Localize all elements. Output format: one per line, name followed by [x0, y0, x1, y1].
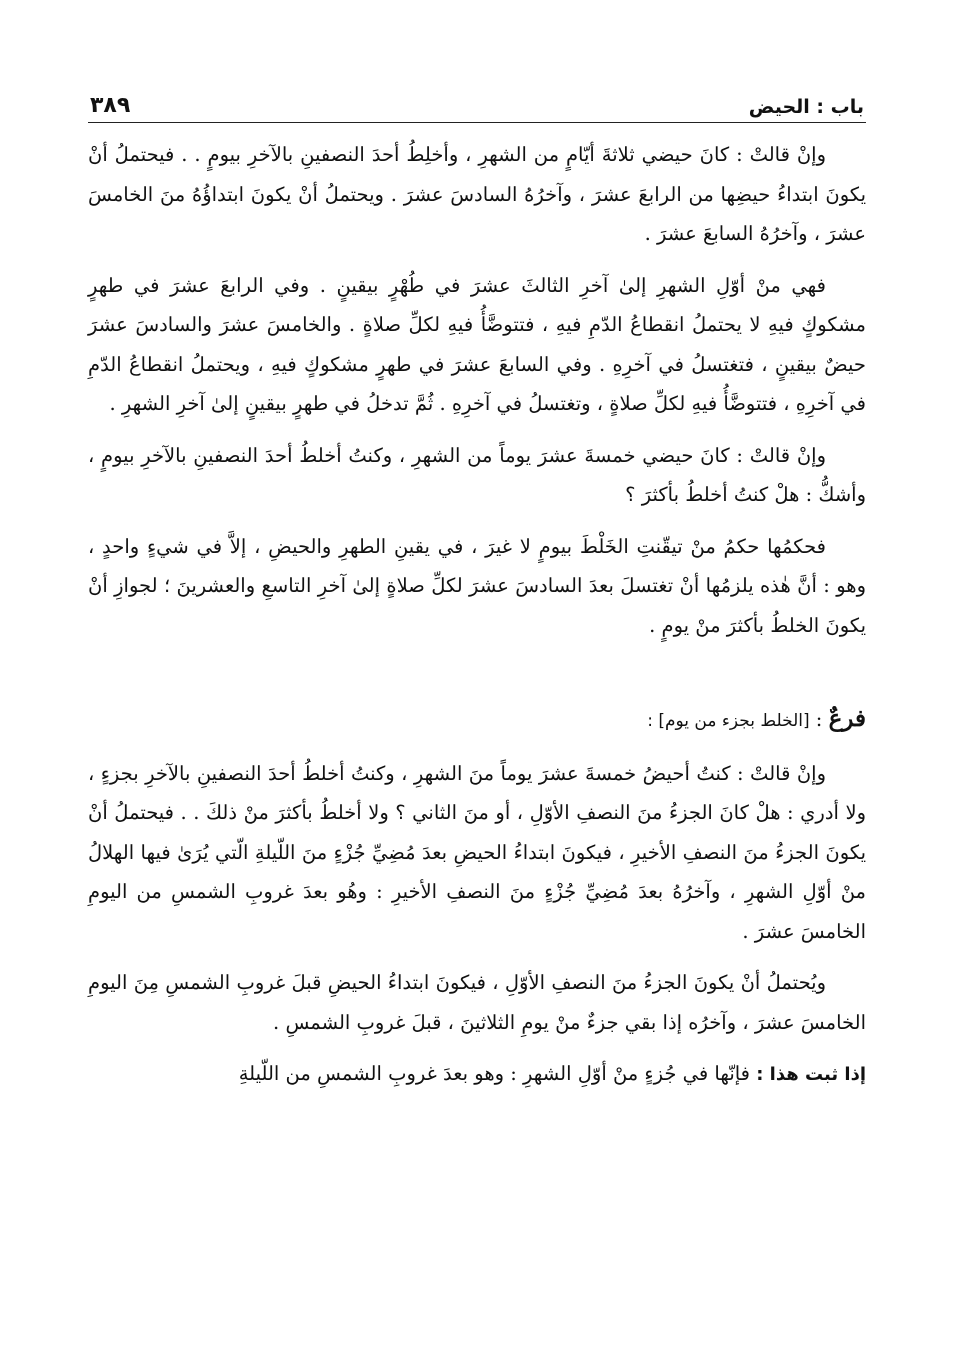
paragraph-1: وإنْ قالتْ : كانَ حيضي ثلاثةَ أيّامٍ من الشهرِ ، وأخلِطُ أحدَ النصفينِ بالآخرِ بيومٍ . . فيحتملُ أنْ يكونَ ابتداءُ حيضِها من الرابعَ عشرَ ، وآخرُهُ السادسَ عشرَ . ويحتملُ أنْ يكونَ ابتداؤُهُ منَ الخامسَ عشرَ ، وآخرُهُ السابعَ عشرَ .: [88, 143, 866, 245]
section-spacer: [88, 657, 866, 699]
body-text: [88, 135, 866, 1095]
last-paragraph-text: فإنّها في جُزءٍ منْ أوّلِ الشهرِ : وهو بعدَ غروبِ الشمسِ من اللّيلةِ: [238, 1062, 757, 1085]
last-paragraph-lead: إذا ثبت هذا :: [756, 1064, 866, 1085]
running-header: [88, 80, 866, 123]
paragraph-4: فحكمُها حكمُ منْ تيقّنتِ الخَلْطَ بيومٍ لا غيرَ ، في يقينِ الطهرِ والحيضِ ، إلاَّ في شيءٍ واحدٍ ، وهو : أنَّ هٰذه يلزمُها أنْ تغتسلَ بعدَ السادسَ عشرَ لكلِّ صلاةٍ إلىٰ آخرِ التاسعِ والعشرينَ ؛ لجوازِ أنْ يكونَ الخلطُ بأكثرَ منْ يومٍ .: [88, 534, 866, 637]
section-separator: :: [809, 708, 829, 731]
last-paragraph: [88, 1054, 866, 1095]
page-number: ٣٨٩: [90, 93, 131, 118]
section-title: [الخلط بجزء من يوم] :: [647, 711, 810, 731]
section-label: فرعٌ: [828, 705, 866, 732]
paragraph-2: فهي منْ أوّلِ الشهرِ إلىٰ آخرِ الثالثَ عشرَ في طُهْرٍ بيقينٍ . وفي الرابعَ عشرَ في طهرٍ مشكوكٍ فيهِ لا يحتملُ انقطاعُ الدّمِ فيهِ ، فتتوضَّأُ فيهِ لكلِّ صلاةٍ . والخامسَ عشرَ والسادسَ عشرَ حيضٌ بيقينٍ ، فتغتسلُ في آخرِهِ . وفي السابعَ عشرَ في طهرٍ مشكوكٍ فيهِ ، ويحتملُ انقطاعُ الدّمِ في آخرِهِ ، فتتوضَّأُ فيهِ لكلِّ صلاةٍ ، وتغتسلُ في آخرِهِ . ثُمَّ تدخلُ في طهرٍ بيقينٍ إلىٰ آخرِ الشهرِ .: [88, 273, 866, 415]
section-paragraph-1: وإنْ قالتْ : كنتُ أحيضُ خمسةَ عشرَ يوماً منَ الشهرِ ، وكنتُ أخلطُ أحدَ النصفينِ بالآخرِ بجزءٍ ، ولا أدري : هلْ كانَ الجزءُ منَ النصفِ الأوّلِ ، أو منَ الثاني ؟ ولا أخلطُ بأكثرَ منْ ذلكَ . . فيحتملُ أنْ يكونَ الجزءُ منَ النصفِ الأخيرِ ، فيكونَ ابتداءُ الحيضِ بعدَ مُضِيِّ جُزْءٍ منَ اللّيلةِ الّتي يُرَىٰ فيها الهلالُ منْ أوّلِ الشهرِ ، وآخرُهُ بعدَ مُضِيِّ جُزْءٍ منَ النصفِ الأخيرِ : وهُو بعدَ غروبِ الشمسِ من اليومِ الخامسَ عشرَ .: [88, 761, 866, 943]
chapter-title: باب : الحيض: [748, 96, 864, 118]
section-paragraph-2: ويُحتملُ أنْ يكونَ الجزءُ منَ النصفِ الأوّلِ ، فيكونَ ابتداءُ الحيضِ قبلَ غروبِ الشمسِ مِنَ اليومِ الخامسَ عشرَ ، وآخرُه إذا بقي جزءٌ منْ يومِ الثلاثينَ ، قبلَ غروبِ الشمسِ .: [88, 971, 866, 1034]
book-page: [88, 80, 866, 1107]
paragraph-3: وإنْ قالتْ : كانَ حيضي خمسةَ عشرَ يوماً من الشهرِ ، وكنتُ أخلطُ أحدَ النصفينِ بالآخرِ بيومٍ ، وأشكُّ : هلْ كنتُ أخلطُ بأكثرَ ؟: [88, 443, 866, 506]
section-heading: [88, 699, 866, 742]
